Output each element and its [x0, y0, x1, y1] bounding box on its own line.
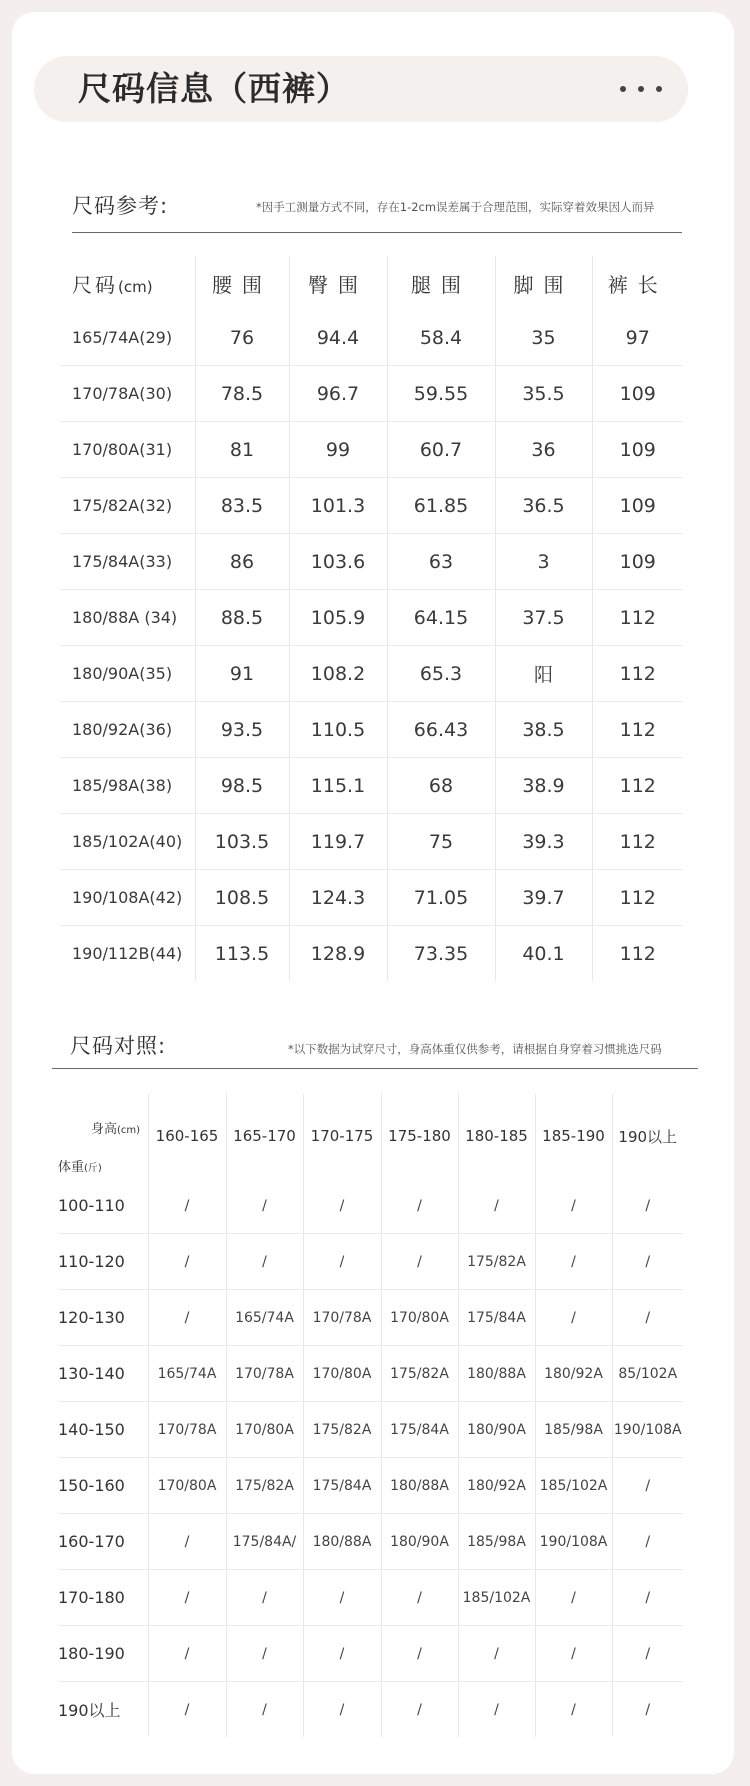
- recommended-size-cell: /: [612, 1570, 683, 1626]
- recommended-size-cell: /: [612, 1178, 683, 1234]
- measurement-cell: 39.7: [495, 870, 592, 926]
- table-header-row: [60, 256, 683, 310]
- recommended-size-cell: /: [303, 1570, 381, 1626]
- measurement-cell: 65.3: [387, 646, 495, 702]
- table-row: [60, 926, 683, 982]
- measurement-cell: 109: [592, 366, 683, 422]
- recommended-size-cell: 185/102A: [458, 1570, 535, 1626]
- measurement-cell: 60.7: [387, 422, 495, 478]
- recommended-size-cell: 170/80A: [226, 1402, 303, 1458]
- measurement-cell: 39.3: [495, 814, 592, 870]
- weight-range-cell: 180-190: [58, 1626, 148, 1682]
- recommended-size-cell: 175/82A: [226, 1458, 303, 1514]
- recommended-size-cell: /: [535, 1290, 612, 1346]
- recommended-size-cell: /: [535, 1682, 612, 1738]
- recommended-size-cell: /: [148, 1626, 226, 1682]
- recommended-size-cell: /: [381, 1570, 458, 1626]
- measurement-cell: 59.55: [387, 366, 495, 422]
- table-row: [58, 1626, 683, 1682]
- height-column-header: 170-175: [303, 1094, 381, 1178]
- table-row: [58, 1570, 683, 1626]
- measurement-cell: 108.2: [289, 646, 387, 702]
- table-row: [60, 814, 683, 870]
- measurement-cell: 40.1: [495, 926, 592, 982]
- measurement-cell: 38.5: [495, 702, 592, 758]
- header-bar: [34, 56, 688, 122]
- measurement-cell: 113.5: [195, 926, 289, 982]
- measurement-cell: 93.5: [195, 702, 289, 758]
- size-cell: 180/88A (34): [60, 590, 195, 646]
- measurement-cell: 112: [592, 926, 683, 982]
- recommended-size-cell: 180/88A: [303, 1514, 381, 1570]
- page-title: 尺码信息（西裤）: [78, 69, 350, 108]
- measurement-cell: 109: [592, 422, 683, 478]
- recommended-size-cell: 185/102A: [535, 1458, 612, 1514]
- table-row: [60, 534, 683, 590]
- recommended-size-cell: 170/80A: [381, 1290, 458, 1346]
- measurement-cell: 112: [592, 702, 683, 758]
- measurement-cell: 66.43: [387, 702, 495, 758]
- weight-range-cell: 150-160: [58, 1458, 148, 1514]
- recommended-size-cell: /: [226, 1626, 303, 1682]
- measurement-cell: 73.35: [387, 926, 495, 982]
- hip-column-header: 臀围: [289, 256, 387, 310]
- table-row: [58, 1290, 683, 1346]
- waist-column-header: 腰围: [195, 256, 289, 310]
- recommended-size-cell: /: [148, 1570, 226, 1626]
- recommended-size-cell: /: [612, 1514, 683, 1570]
- table-row: [60, 758, 683, 814]
- weight-range-cell: 160-170: [58, 1514, 148, 1570]
- size-comparison-divider: [52, 1068, 698, 1069]
- corner-header: 身高(cm) 体重(斤): [58, 1122, 141, 1175]
- recommended-size-cell: /: [612, 1458, 683, 1514]
- recommended-size-cell: 170/80A: [148, 1458, 226, 1514]
- measurement-cell: 94.4: [289, 310, 387, 366]
- recommended-size-cell: 170/80A: [303, 1346, 381, 1402]
- recommended-size-cell: /: [303, 1626, 381, 1682]
- measurement-cell: 88.5: [195, 590, 289, 646]
- measurement-cell: 103.6: [289, 534, 387, 590]
- table-row: [58, 1682, 683, 1738]
- recommended-size-cell: /: [226, 1682, 303, 1738]
- measurement-cell: 58.4: [387, 310, 495, 366]
- table-row: [60, 702, 683, 758]
- weight-range-cell: 130-140: [58, 1346, 148, 1402]
- measurement-cell: 64.15: [387, 590, 495, 646]
- size-comparison-title: 尺码对照:: [70, 1034, 167, 1058]
- recommended-size-cell: 165/74A: [148, 1346, 226, 1402]
- table-row: [60, 646, 683, 702]
- recommended-size-cell: 85/102A: [612, 1346, 683, 1402]
- recommended-size-cell: 180/92A: [535, 1346, 612, 1402]
- height-column-header: 190以上: [612, 1094, 683, 1178]
- height-column-header: 185-190: [535, 1094, 612, 1178]
- recommended-size-cell: /: [381, 1682, 458, 1738]
- recommended-size-cell: 175/84A/: [226, 1514, 303, 1570]
- recommended-size-cell: /: [612, 1626, 683, 1682]
- recommended-size-cell: /: [612, 1682, 683, 1738]
- size-column-header: 尺码(cm): [72, 272, 153, 297]
- recommended-size-cell: 180/92A: [458, 1458, 535, 1514]
- recommended-size-cell: /: [535, 1178, 612, 1234]
- measurement-cell: 83.5: [195, 478, 289, 534]
- measurement-cell: 91: [195, 646, 289, 702]
- table-row: [60, 590, 683, 646]
- recommended-size-cell: /: [148, 1234, 226, 1290]
- recommended-size-cell: /: [148, 1682, 226, 1738]
- measurement-cell: 68: [387, 758, 495, 814]
- weight-range-cell: 120-130: [58, 1290, 148, 1346]
- measurement-cell: 98.5: [195, 758, 289, 814]
- recommended-size-cell: /: [148, 1178, 226, 1234]
- recommended-size-cell: /: [535, 1234, 612, 1290]
- size-comparison-table: [58, 1094, 683, 1737]
- measurement-cell: 96.7: [289, 366, 387, 422]
- recommended-size-cell: 165/74A: [226, 1290, 303, 1346]
- weight-range-cell: 140-150: [58, 1402, 148, 1458]
- measurement-cell: 99: [289, 422, 387, 478]
- size-cell: 170/80A(31): [60, 422, 195, 478]
- recommended-size-cell: /: [458, 1178, 535, 1234]
- recommended-size-cell: 180/88A: [458, 1346, 535, 1402]
- recommended-size-cell: 180/88A: [381, 1458, 458, 1514]
- recommended-size-cell: 170/78A: [226, 1346, 303, 1402]
- more-icon[interactable]: [620, 85, 662, 93]
- table-row: [58, 1514, 683, 1570]
- size-reference-title: 尺码参考:: [72, 194, 169, 218]
- recommended-size-cell: 170/78A: [148, 1402, 226, 1458]
- measurement-cell: 3: [495, 534, 592, 590]
- recommended-size-cell: /: [381, 1178, 458, 1234]
- measurement-cell: 105.9: [289, 590, 387, 646]
- hem-column-header: 脚围: [495, 256, 592, 310]
- recommended-size-cell: 175/82A: [303, 1402, 381, 1458]
- recommended-size-cell: /: [612, 1290, 683, 1346]
- weight-range-cell: 170-180: [58, 1570, 148, 1626]
- measurement-cell: 112: [592, 646, 683, 702]
- recommended-size-cell: /: [303, 1234, 381, 1290]
- measurement-cell: 86: [195, 534, 289, 590]
- table-row: [60, 366, 683, 422]
- size-cell: 175/84A(33): [60, 534, 195, 590]
- recommended-size-cell: /: [226, 1234, 303, 1290]
- measurement-cell: 101.3: [289, 478, 387, 534]
- table-row: [60, 870, 683, 926]
- recommended-size-cell: 180/90A: [381, 1514, 458, 1570]
- recommended-size-cell: 190/108A: [612, 1402, 683, 1458]
- recommended-size-cell: /: [148, 1290, 226, 1346]
- recommended-size-cell: /: [148, 1514, 226, 1570]
- recommended-size-cell: 190/108A: [535, 1514, 612, 1570]
- measurement-cell: 109: [592, 478, 683, 534]
- weight-range-cell: 100-110: [58, 1178, 148, 1234]
- recommended-size-cell: /: [535, 1570, 612, 1626]
- table-row: [60, 310, 683, 366]
- height-column-header: 175-180: [381, 1094, 458, 1178]
- table-row: [60, 478, 683, 534]
- recommended-size-cell: /: [226, 1570, 303, 1626]
- measurement-cell: 112: [592, 590, 683, 646]
- size-comparison-note: *以下数据为试穿尺寸，身高体重仅供参考，请根据自身穿着习惯挑选尺码: [288, 1042, 662, 1056]
- table-row: [58, 1234, 683, 1290]
- size-cell: 180/92A(36): [60, 702, 195, 758]
- recommended-size-cell: /: [458, 1682, 535, 1738]
- table-header-row: [58, 1094, 683, 1178]
- size-cell: 175/82A(32): [60, 478, 195, 534]
- size-cell: 165/74A(29): [60, 310, 195, 366]
- measurement-cell: 119.7: [289, 814, 387, 870]
- measurement-cell: 61.85: [387, 478, 495, 534]
- table-row: [58, 1458, 683, 1514]
- recommended-size-cell: 170/78A: [303, 1290, 381, 1346]
- measurement-cell: 81: [195, 422, 289, 478]
- measurement-cell: 36.5: [495, 478, 592, 534]
- measurement-cell: 75: [387, 814, 495, 870]
- measurement-cell: 115.1: [289, 758, 387, 814]
- measurement-cell: 108.5: [195, 870, 289, 926]
- measurement-cell: 35: [495, 310, 592, 366]
- recommended-size-cell: /: [458, 1626, 535, 1682]
- table-row: [58, 1402, 683, 1458]
- measurement-cell: 112: [592, 758, 683, 814]
- size-cell: 190/112B(44): [72, 944, 183, 963]
- measurement-cell: 97: [592, 310, 683, 366]
- thigh-column-header: 腿围: [387, 256, 495, 310]
- size-reference-divider: [72, 232, 682, 233]
- recommended-size-cell: /: [381, 1234, 458, 1290]
- size-reference-table: [60, 256, 683, 981]
- recommended-size-cell: /: [535, 1626, 612, 1682]
- table-row: [58, 1346, 683, 1402]
- recommended-size-cell: 175/82A: [381, 1346, 458, 1402]
- recommended-size-cell: 175/84A: [458, 1290, 535, 1346]
- measurement-cell: 35.5: [495, 366, 592, 422]
- measurement-cell: 78.5: [195, 366, 289, 422]
- table-row: [60, 422, 683, 478]
- measurement-cell: 38.9: [495, 758, 592, 814]
- size-cell: 185/102A(40): [60, 814, 195, 870]
- length-column-header: 裤长: [592, 256, 683, 310]
- measurement-cell: 128.9: [289, 926, 387, 982]
- measurement-cell: 63: [387, 534, 495, 590]
- measurement-cell: 103.5: [195, 814, 289, 870]
- size-cell: 170/78A(30): [60, 366, 195, 422]
- recommended-size-cell: /: [303, 1178, 381, 1234]
- size-cell: 185/98A(38): [60, 758, 195, 814]
- height-column-header: 165-170: [226, 1094, 303, 1178]
- recommended-size-cell: 175/84A: [303, 1458, 381, 1514]
- weight-range-cell: 110-120: [58, 1234, 148, 1290]
- height-column-header: 180-185: [458, 1094, 535, 1178]
- size-cell: 180/90A(35): [60, 646, 195, 702]
- measurement-cell: 36: [495, 422, 592, 478]
- recommended-size-cell: 180/90A: [458, 1402, 535, 1458]
- recommended-size-cell: /: [226, 1178, 303, 1234]
- measurement-cell: 112: [592, 870, 683, 926]
- weight-range-cell: 190以上: [58, 1701, 121, 1720]
- measurement-cell: 37.5: [495, 590, 592, 646]
- measurement-cell: 阳: [495, 646, 592, 702]
- height-column-header: 160-165: [148, 1094, 226, 1178]
- recommended-size-cell: /: [381, 1626, 458, 1682]
- measurement-cell: 76: [195, 310, 289, 366]
- recommended-size-cell: 175/84A: [381, 1402, 458, 1458]
- table-row: [58, 1178, 683, 1234]
- measurement-cell: 71.05: [387, 870, 495, 926]
- measurement-cell: 112: [592, 814, 683, 870]
- measurement-cell: 110.5: [289, 702, 387, 758]
- recommended-size-cell: 175/82A: [458, 1234, 535, 1290]
- recommended-size-cell: /: [303, 1682, 381, 1738]
- recommended-size-cell: 185/98A: [458, 1514, 535, 1570]
- recommended-size-cell: /: [612, 1234, 683, 1290]
- size-cell: 190/108A(42): [60, 870, 195, 926]
- measurement-cell: 109: [592, 534, 683, 590]
- measurement-cell: 124.3: [289, 870, 387, 926]
- size-reference-note: *因手工测量方式不同，存在1-2cm误差属于合理范围，实际穿着效果因人而异: [256, 200, 655, 214]
- recommended-size-cell: 185/98A: [535, 1402, 612, 1458]
